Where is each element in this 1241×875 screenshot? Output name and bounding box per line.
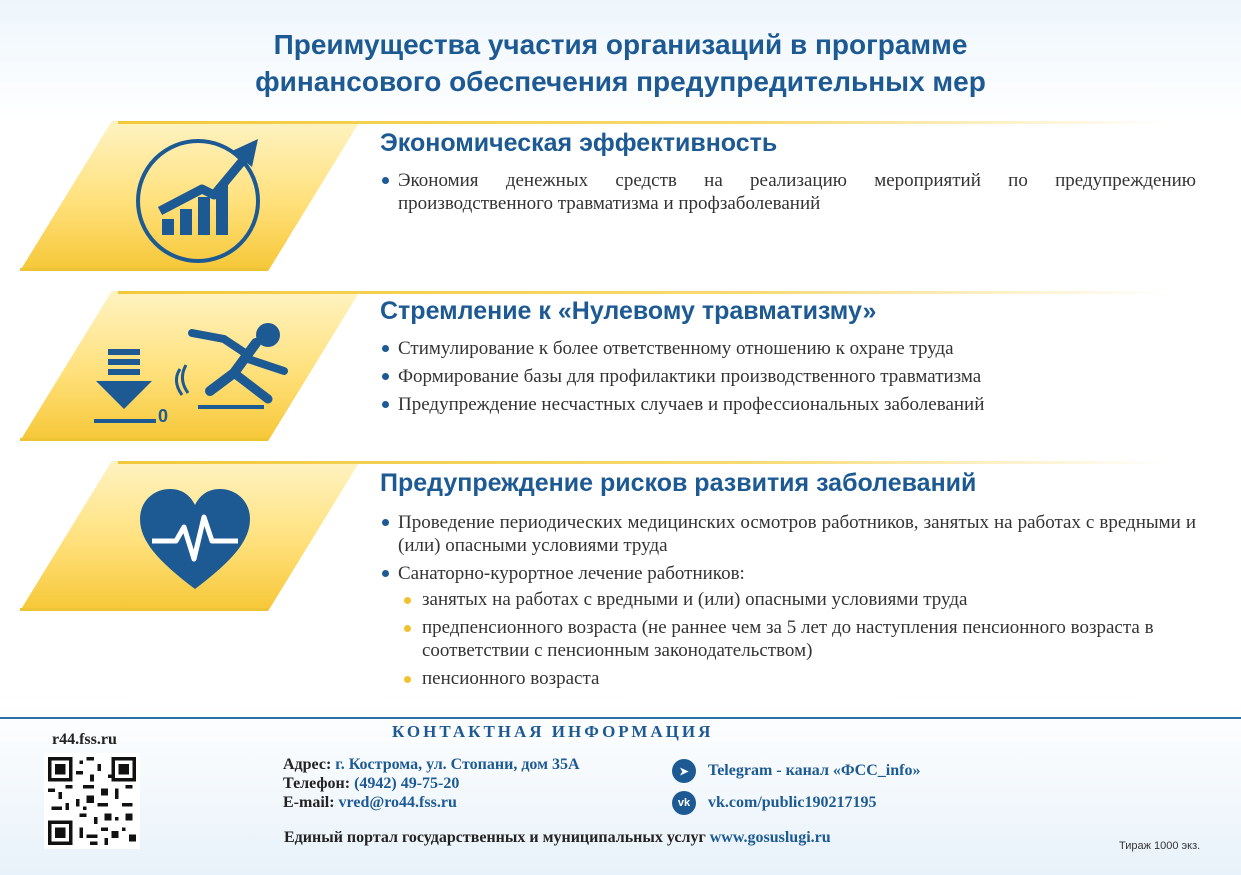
list-item: Стимулирование к более ответственному отношению к охране труда [380, 337, 1196, 360]
page-title [0, 26, 1241, 100]
address-label: Адрес: [283, 756, 332, 773]
contact-heading: КОНТАКТНАЯ ИНФОРМАЦИЯ [392, 722, 714, 741]
portal-line [284, 829, 831, 847]
print-run: Тираж 1000 экз. [1119, 840, 1201, 852]
heart-pulse-icon [138, 487, 252, 593]
section-heading: Стремление к «Нулевому травматизму» [380, 297, 877, 325]
section-bottom-line [20, 438, 268, 441]
phone-line [283, 775, 459, 793]
qr-code-icon [44, 753, 140, 849]
portal-label: Единый портал государственных и муниципальных услуг [284, 829, 706, 846]
section-list [380, 511, 1196, 695]
sub-list-item: предпенсионного возраста (не раннее чем за 5 лет до наступления пенсионного возраста в соответствии с пенсионным законодательством) [398, 616, 1196, 662]
list-item [380, 562, 1196, 690]
vk-text: vk.com/public190217195 [708, 794, 877, 811]
vk-link[interactable] [672, 791, 876, 815]
email-label: E-mail: [283, 794, 335, 811]
sub-list-item: пенсионного возраста [398, 667, 1196, 690]
list-item: Проведение периодических медицинских осмотров работников, занятых на работах с вредными и (или) опасными условиями труда [380, 511, 1196, 557]
section-list [380, 169, 1196, 220]
telegram-link[interactable] [672, 759, 920, 783]
phone-label: Телефон: [283, 775, 351, 792]
title-line-1: Преимущества участия организаций в программе [273, 29, 968, 60]
title-line-2: финансового обеспечения предупредительных мер [255, 66, 986, 97]
section-top-line [118, 291, 1168, 294]
portal-link[interactable]: www.gosuslugi.ru [709, 829, 831, 846]
falling-person-icon [88, 309, 288, 429]
section-bottom-line [20, 608, 268, 611]
telegram-icon: ➤ [672, 759, 696, 783]
section-top-line [118, 121, 1168, 124]
address-value: г. Кострома, ул. Стопани, дом 35А [335, 756, 580, 773]
telegram-text: Telegram - канал «ФСС_info» [708, 762, 921, 779]
section-bottom-line [20, 268, 268, 271]
section-heading: Предупреждение рисков развития заболеваний [380, 469, 977, 497]
email-value[interactable]: vred@ro44.fss.ru [338, 794, 457, 811]
phone-value[interactable]: (4942) 49-75-20 [354, 775, 460, 792]
list-item: Формирование базы для профилактики производственного травматизма [380, 365, 1196, 388]
zero-label: 0 [158, 406, 169, 426]
section-top-line [118, 461, 1168, 464]
section-list [380, 337, 1196, 421]
list-item: Экономия денежных средств на реализацию мероприятий по предупреждению производственного травматизма и профзаболеваний [380, 169, 1196, 215]
list-item-text: Санаторно-курортное лечение работников: [398, 563, 745, 584]
section-heading: Экономическая эффективность [380, 129, 778, 157]
growth-chart-icon [132, 129, 268, 265]
site-url[interactable]: r44.fss.ru [52, 731, 117, 748]
email-line [283, 794, 457, 812]
sub-list-item: занятых на работах с вредными и (или) опасными условиями труда [398, 588, 1196, 611]
footer-divider [0, 717, 1241, 719]
sub-list [398, 588, 1196, 690]
list-item: Предупреждение несчастных случаев и профессиональных заболеваний [380, 393, 1196, 416]
vk-icon: vk [672, 791, 696, 815]
address-line [283, 756, 580, 774]
